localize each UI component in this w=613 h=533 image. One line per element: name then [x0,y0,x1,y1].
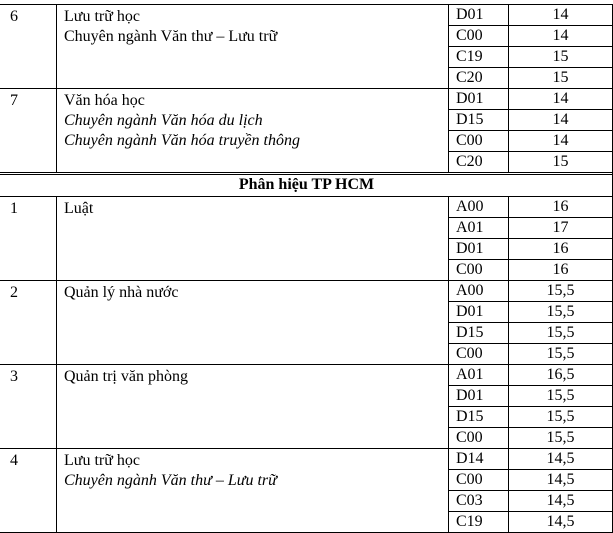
program-name: Lưu trữ học [64,8,140,25]
benchmark-score: 15,5 [546,324,575,341]
benchmark-score: 16 [552,261,569,278]
row-divider [448,469,613,470]
row-number: 3 [10,368,18,385]
benchmark-score: 17 [552,219,569,236]
subject-combination-code: A01 [456,366,484,383]
row-divider [448,490,613,491]
row-divider [448,109,613,110]
subject-combination-code: C00 [456,471,483,488]
subject-combination-code: D01 [456,6,484,23]
benchmark-score: 15 [552,48,569,65]
subject-combination-code: C00 [456,132,483,149]
row-number: 6 [10,8,18,25]
subject-combination-code: C00 [456,261,483,278]
benchmark-score: 15,5 [546,387,575,404]
row-number: 2 [10,284,18,301]
benchmark-score: 14,5 [546,471,575,488]
row-divider [448,259,613,260]
subject-combination-code: C03 [456,492,483,509]
subject-combination-code: D15 [456,408,484,425]
column-rule [508,448,509,533]
column-rule [56,448,57,533]
benchmark-score: 16,5 [546,366,575,383]
subject-combination-code: C19 [456,48,483,65]
column-rule [56,280,57,365]
benchmark-score: 15,5 [546,282,575,299]
benchmark-score: 15 [552,69,569,86]
program-name: Văn hóa học [64,92,145,109]
row-divider [448,130,613,131]
subject-combination-code: C00 [456,345,483,362]
row-number: 7 [10,92,18,109]
row-divider [448,385,613,386]
column-rule [448,448,449,533]
row-divider [448,67,613,68]
subject-combination-code: D15 [456,111,484,128]
benchmark-score: 14 [552,132,569,149]
subject-combination-code: D15 [456,324,484,341]
row-divider [448,511,613,512]
row-divider [448,217,613,218]
column-rule [448,4,449,89]
benchmark-score: 16 [552,198,569,215]
program-name: Luật [64,200,94,217]
column-rule [508,4,509,89]
benchmark-score: 14 [552,111,569,128]
benchmark-score: 15,5 [546,429,575,446]
row-divider [448,151,613,152]
benchmark-score: 14 [552,6,569,23]
row-divider [448,406,613,407]
column-rule [56,196,57,281]
subject-combination-code: C00 [456,429,483,446]
program-specialization: Chuyên ngành Văn hóa du lịch [64,112,263,129]
row-divider [448,238,613,239]
benchmark-score: 15,5 [546,408,575,425]
column-rule [508,88,509,173]
subject-combination-code: A01 [456,219,484,236]
row-divider [448,322,613,323]
benchmark-score: 15,5 [546,345,575,362]
column-rule [508,280,509,365]
program-name: Quản lý nhà nước [64,284,179,301]
benchmark-score: 14 [552,90,569,107]
benchmark-score: 14,5 [546,450,575,467]
benchmark-score: 14,5 [546,513,575,530]
program-specialization: Chuyên ngành Văn thư – Lưu trữ [64,472,277,489]
benchmark-score: 14,5 [546,492,575,509]
subject-combination-code: A00 [456,282,484,299]
program-name: Quản trị văn phòng [64,368,188,385]
column-rule [56,88,57,173]
benchmark-score: 15,5 [546,303,575,320]
column-rule [508,364,509,449]
program-name: Lưu trữ học [64,452,140,469]
section-title: Phân hiệu TP HCM [238,176,375,193]
program-specialization: Chuyên ngành Văn thư – Lưu trữ [64,28,278,45]
column-rule [448,196,449,281]
subject-combination-code: C19 [456,513,483,530]
row-divider [448,343,613,344]
subject-combination-code: D01 [456,387,484,404]
program-specialization: Chuyên ngành Văn hóa truyền thông [64,132,300,149]
subject-combination-code: D14 [456,450,484,467]
subject-combination-code: A00 [456,198,484,215]
benchmark-score: 16 [552,240,569,257]
subject-combination-code: D01 [456,240,484,257]
row-number: 1 [10,200,18,217]
row-divider [448,46,613,47]
column-rule [448,88,449,173]
benchmark-score: 15 [552,153,569,170]
column-rule [448,280,449,365]
row-divider [448,301,613,302]
subject-combination-code: D01 [456,303,484,320]
column-rule [508,196,509,281]
subject-combination-code: C20 [456,153,483,170]
subject-combination-code: C00 [456,27,483,44]
column-rule [448,364,449,449]
row-divider [448,25,613,26]
row-divider [448,427,613,428]
subject-combination-code: D01 [456,90,484,107]
column-rule [56,4,57,89]
benchmark-score: 14 [552,27,569,44]
subject-combination-code: C20 [456,69,483,86]
row-number: 4 [10,452,18,469]
group-divider [0,172,613,173]
column-rule [56,364,57,449]
